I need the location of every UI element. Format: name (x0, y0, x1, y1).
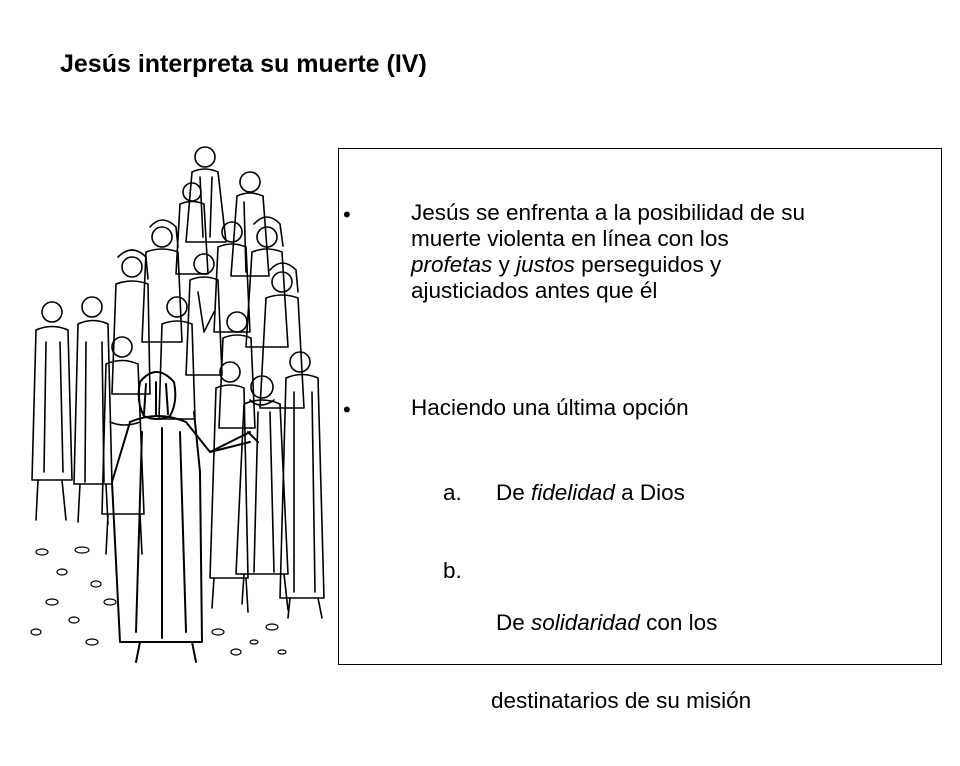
bullet-1-line-2: muerte violenta en línea con los (411, 226, 729, 251)
figure-left-1 (32, 302, 72, 520)
sub-b-prefix: De (496, 610, 532, 635)
sub-b-line-1 (496, 610, 751, 636)
sub-b-suffix: con los (639, 610, 718, 635)
italic-solidarity: solidaridad (531, 610, 640, 635)
figure-mid-4 (159, 297, 195, 419)
bullet-1-line-3 (411, 252, 931, 278)
crowd-illustration (22, 132, 344, 667)
slide-title: Jesús interpreta su muerte (IV) (60, 50, 427, 78)
sub-b-text (491, 558, 752, 766)
sub-a-prefix: De (496, 480, 532, 505)
bullet-1-line-4: ajusticiados antes que él (411, 278, 658, 303)
bullet-1-line-3-mid: y (492, 252, 517, 277)
figure-central (112, 372, 258, 662)
figure-mid-1 (112, 250, 150, 394)
bullet-marker-1: • (343, 202, 351, 227)
bullet-1-text (411, 200, 931, 304)
sub-marker-b: b. (443, 558, 462, 583)
italic-prophets: profetas (411, 252, 493, 277)
bullet-marker-2: • (343, 397, 351, 422)
figure-mid-3 (260, 263, 304, 408)
bullet-2-text: Haciendo una última opción (411, 395, 689, 420)
figure-back-6 (246, 217, 288, 347)
figure-left-2 (74, 297, 112, 524)
italic-just: justos (516, 252, 575, 277)
sub-a-text (496, 480, 685, 506)
figure-right-2 (280, 352, 324, 618)
sub-marker-a: a. (443, 480, 462, 505)
sub-a-suffix: a Dios (614, 480, 685, 505)
content-box (338, 148, 942, 713)
bullet-1-line-1: Jesús se enfrenta a la posibilidad de su (411, 200, 806, 225)
italic-fidelity: fidelidad (531, 480, 615, 505)
bullet-1-line-3-end: perseguidos y (574, 252, 722, 277)
sub-b-line-2: destinatarios de su misión (491, 688, 752, 713)
